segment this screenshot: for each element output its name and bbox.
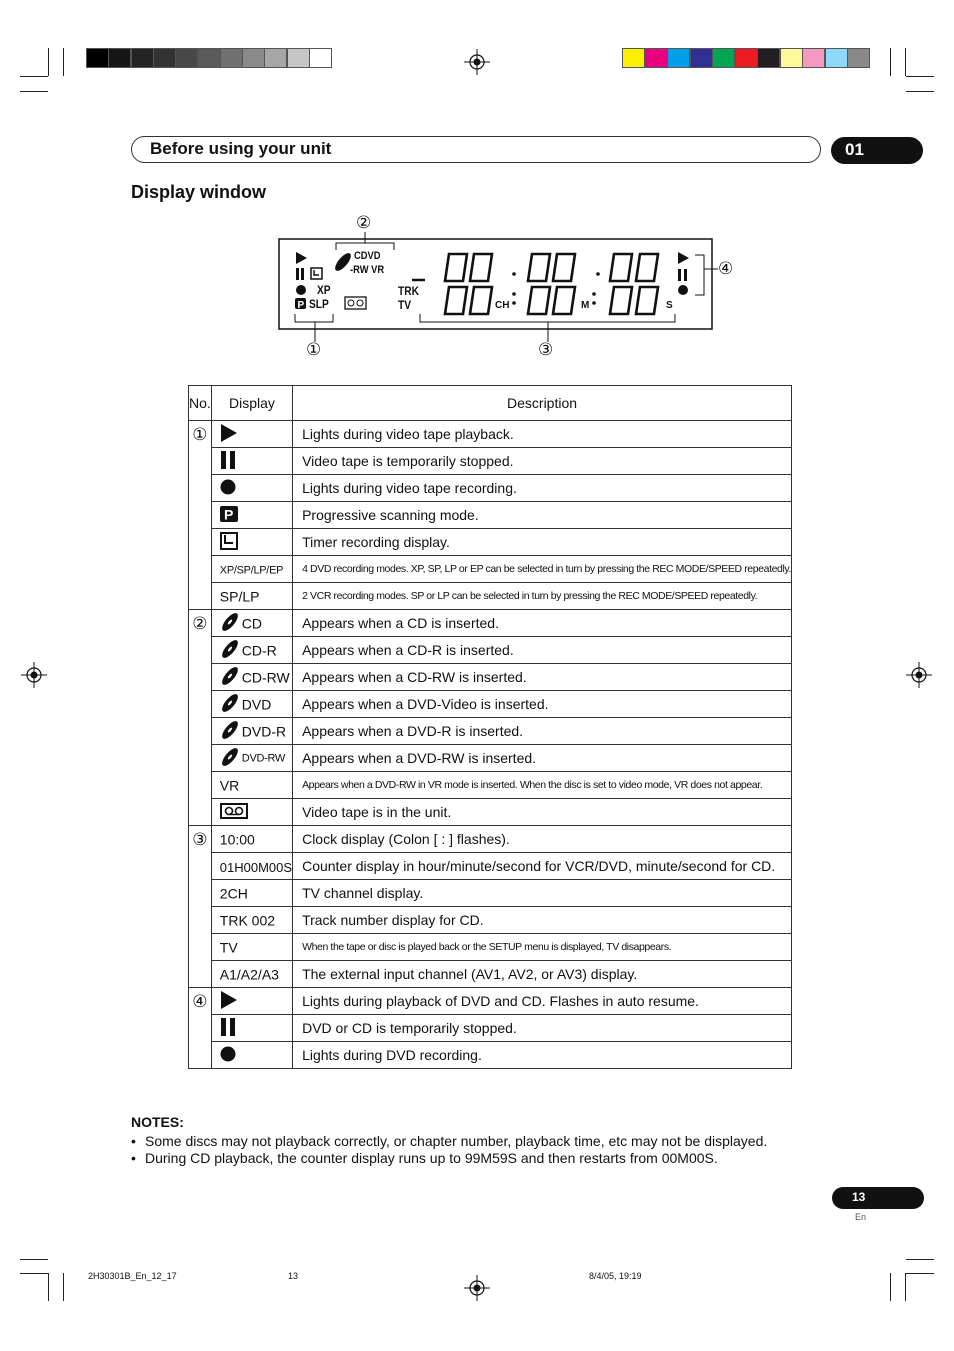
display-cell [211,718,292,745]
display-cell [211,691,292,718]
crop-mark [905,48,906,76]
display-label: VR [219,777,240,794]
table-row [189,637,792,664]
table-row [189,745,792,772]
row-number: ① [192,425,208,445]
description-cell: Appears when a CD-RW is inserted. [293,664,792,691]
display-label: CD [241,615,263,631]
row-number-cell [189,826,212,988]
description-cell: Track number display for CD. [293,907,792,934]
lcd-label-tv: TV [398,298,412,312]
table-row [189,475,792,502]
header-description: Description [293,386,792,421]
table-row [189,961,792,988]
row-number: ④ [192,992,208,1012]
lcd-label-cdvd: CDVD [354,250,381,262]
display-cell [211,799,292,826]
footer-file: 2H30301B_En_12_17 [88,1271,177,1281]
table-row [189,1015,792,1042]
section-title: Display window [131,182,267,202]
crop-mark [20,1259,48,1260]
crop-mark [48,48,49,76]
description-cell: Lights during playback of DVD and CD. Flashes in auto resume. [293,988,792,1015]
row-number-cell [189,988,212,1069]
display-cell [211,1042,292,1069]
note-item: • During CD playback, the counter display runs up to 99M59S and then restarts from 00M00S. [131,1150,767,1167]
gray-swatch [198,48,221,68]
row-number: ② [192,614,208,634]
table-row [189,799,792,826]
description-cell: Counter display in hour/minute/second for VCR/DVD, minute/second for CD. [293,853,792,880]
display-cell [211,853,292,880]
display-cell [211,664,292,691]
crop-mark [905,1273,906,1301]
svg-text:P: P [297,300,305,311]
display-cell [211,745,292,772]
gray-swatch [287,48,310,68]
callout-4: ④ [718,259,734,279]
color-swatch [622,48,645,68]
pause-icon [220,1018,236,1039]
lcd-label-trk: TRK [398,284,419,298]
display-cell [211,556,292,583]
crop-mark [20,91,48,92]
gray-swatch [220,48,243,68]
registration-mark-icon [906,662,932,688]
disc-icon [220,720,240,743]
crop-mark [20,1273,48,1274]
display-cell [211,880,292,907]
header-no: No. [189,386,212,421]
registration-mark-icon [464,49,490,75]
table-row [189,529,792,556]
color-swatch [667,48,690,68]
lcd-digit [610,287,632,314]
color-swatch [847,48,870,68]
description-cell: Video tape is temporarily stopped. [293,448,792,475]
description-cell: TV channel display. [293,880,792,907]
gray-swatch [309,48,332,68]
crop-mark [20,76,48,77]
display-cell [211,502,292,529]
display-label: TRK 002 [219,912,276,929]
color-swatch [757,48,780,68]
table-row [189,664,792,691]
lcd-digit [528,287,550,314]
display-cell [211,826,292,853]
description-cell: DVD or CD is temporarily stopped. [293,1015,792,1042]
lcd-digit [470,254,492,281]
description-cell: Lights during video tape recording. [293,475,792,502]
crop-mark [890,48,891,76]
lcd-digit [470,287,492,314]
display-label: CD-RW [241,669,290,685]
table-row [189,610,792,637]
disc-icon [220,639,240,662]
table-row [189,907,792,934]
page-number: 13 [832,1187,924,1209]
display-label: XP/SP/LP/EP [219,564,284,577]
table-row [189,718,792,745]
display-label: CD-R [241,642,277,658]
table-row [189,772,792,799]
table-row [189,880,792,907]
callout-3: ③ [538,340,554,360]
display-cell [211,907,292,934]
description-cell: 4 DVD recording modes. XP, SP, LP or EP can be selected in turn by pressing the REC MODE/SPEED repeatedly. [293,556,792,583]
svg-text:P: P [223,506,234,522]
lcd-label-slp: SLP [309,297,329,311]
callout-2: ② [356,213,372,233]
display-label: 01H00M00S [219,859,293,875]
lcd-digit [610,254,632,281]
description-cell: When the tape or disc is played back or the SETUP menu is displayed, TV disappears. [293,934,792,961]
notes-title: NOTES: [131,1114,184,1130]
record-icon [220,1046,236,1065]
color-swatch [735,48,758,68]
display-cell [211,421,292,448]
crop-mark [906,1273,934,1274]
table-row [189,502,792,529]
cassette-icon [220,803,248,822]
table-row [189,583,792,610]
gray-swatch [131,48,154,68]
display-cell [211,637,292,664]
registration-mark-icon [21,662,47,688]
crop-mark [890,1273,891,1301]
description-cell: The external input channel (AV1, AV2, or AV3) display. [293,961,792,988]
lcd-label-m: M [581,300,590,311]
description-cell: Video tape is in the unit. [293,799,792,826]
progressive-p-icon [220,506,238,525]
table-header-row [189,386,792,421]
play-icon [220,991,238,1012]
table-row [189,1042,792,1069]
disc-icon [220,693,240,716]
display-cell [211,475,292,502]
note-item: • Some discs may not playback correctly, or chapter number, playback time, etc may not be displayed. [131,1133,767,1150]
description-cell: Appears when a DVD-RW in VR mode is inserted. When the disc is set to video mode, VR does not appear. [293,772,792,799]
display-cell [211,610,292,637]
chapter-tab: 01 [831,137,923,164]
display-cell [211,961,292,988]
footer-date: 8/4/05, 19:19 [589,1271,642,1281]
description-cell: 2 VCR recording modes. SP or LP can be selected in turn by pressing the REC MODE/SPEED repeatedly. [293,583,792,610]
lcd-digit [636,254,658,281]
lcd-digit [445,287,467,314]
display-cell [211,934,292,961]
row-number-cell [189,421,212,610]
lcd-digit [636,287,658,314]
color-swatch [780,48,803,68]
lcd-digit [553,254,575,281]
table-row [189,556,792,583]
lcd-digit [528,254,550,281]
color-swatch [645,48,668,68]
pause-icon [220,451,236,472]
lcd-label-rwvr: -RW VR [350,264,385,276]
display-cell [211,988,292,1015]
display-cell [211,529,292,556]
crop-mark [906,76,934,77]
display-cell [211,772,292,799]
display-label: SP/LP [219,588,260,605]
crop-mark [906,91,934,92]
table-row [189,421,792,448]
color-swatch [712,48,735,68]
display-window-diagram [270,210,750,365]
display-cell [211,1015,292,1042]
table-row [189,853,792,880]
crop-mark [63,48,64,76]
display-label: DVD [241,696,272,712]
color-swatch [825,48,848,68]
description-cell: Appears when a CD-R is inserted. [293,637,792,664]
row-number: ③ [192,830,208,850]
crop-mark [906,1259,934,1260]
record-icon [220,479,236,498]
gray-swatch [175,48,198,68]
color-swatch [690,48,713,68]
notes-list [131,1133,767,1167]
description-cell: Lights during video tape playback. [293,421,792,448]
gray-swatch [153,48,176,68]
table-row [189,826,792,853]
play-icon [220,424,238,445]
description-cell: Appears when a DVD-RW is inserted. [293,745,792,772]
display-label: DVD-RW [241,752,286,764]
crop-mark [48,1273,49,1301]
color-swatch [802,48,825,68]
gray-swatch [86,48,109,68]
display-label: DVD-R [241,723,287,739]
description-cell: Timer recording display. [293,529,792,556]
description-cell: Progressive scanning mode. [293,502,792,529]
disc-icon [220,612,240,635]
disc-icon [220,747,240,770]
notes-section [131,1114,767,1167]
footer-page: 13 [288,1271,299,1281]
lcd-digit [445,254,467,281]
row-number-cell [189,610,212,826]
description-cell: Lights during DVD recording. [293,1042,792,1069]
lcd-label-xp: XP [317,283,331,297]
description-cell: Appears when a DVD-Video is inserted. [293,691,792,718]
table-row [189,448,792,475]
description-cell: Appears when a DVD-R is inserted. [293,718,792,745]
description-cell: Clock display (Colon [ : ] flashes). [293,826,792,853]
display-label: 2CH [219,885,248,902]
page-language: En [855,1212,867,1222]
display-cell [211,448,292,475]
crop-mark [63,1273,64,1301]
description-cell: Appears when a CD is inserted. [293,610,792,637]
callout-1: ① [306,340,322,360]
lcd-label-s: S [666,300,673,311]
display-label: A1/A2/A3 [219,966,279,983]
display-indicator-table [188,385,792,1069]
header-display: Display [211,386,292,421]
lcd-digit [553,287,575,314]
gray-swatch [264,48,287,68]
gray-swatch [108,48,131,68]
gray-swatch [242,48,265,68]
lcd-label-ch: CH [495,300,510,311]
timer-icon [220,532,238,553]
table-row [189,691,792,718]
table-row [189,988,792,1015]
registration-mark-icon [464,1275,490,1301]
display-cell [211,583,292,610]
table-row [189,934,792,961]
display-label: 10:00 [219,831,255,848]
display-label: TV [219,939,238,956]
header-title: Before using your unit [150,139,332,158]
disc-icon [220,666,240,689]
